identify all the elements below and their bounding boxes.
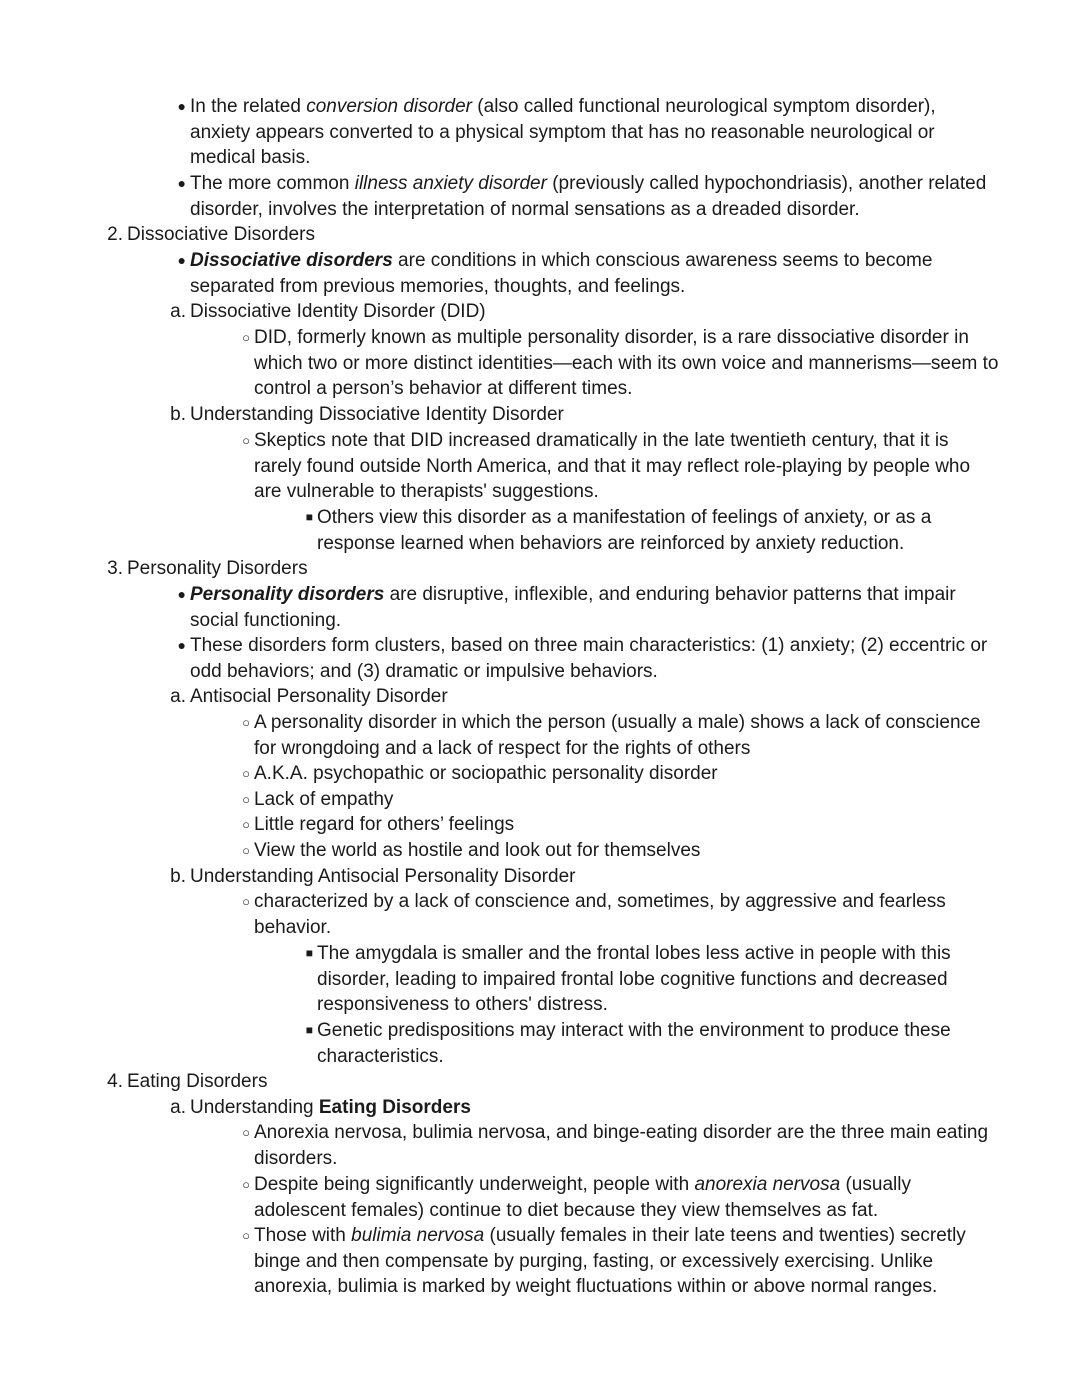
- text-run: Antisocial Personality Disorder: [190, 686, 448, 707]
- text-run: Personality Disorders: [127, 558, 308, 579]
- text-run: social functioning.: [190, 609, 342, 631]
- text-run: for wrongdoing and a lack of respect for the rights of others: [254, 737, 751, 759]
- text-run: binge and then compensate by purging, fasting, or excessively exercising. Unlike: [254, 1250, 934, 1272]
- text-run: The amygdala is smaller and the frontal lobes less active in people with this: [317, 943, 951, 964]
- text-run: which two or more distinct identities—each with its own voice and mannerisms—seem to: [254, 352, 999, 374]
- text-run: characteristics.: [317, 1045, 444, 1067]
- text-run: Others view this disorder as a manifestation of feelings of anxiety, or as a: [317, 507, 932, 528]
- text-run: Eating Disorders: [318, 1097, 471, 1118]
- bullet-marker: ○: [242, 766, 250, 781]
- text-run: illness anxiety disorder: [354, 173, 547, 194]
- text-line: [317, 505, 931, 531]
- text-run: bulimia nervosa: [351, 1225, 485, 1246]
- text-line: [190, 274, 685, 300]
- text-run: odd behaviors; and (3) dramatic or impulsive behaviors.: [190, 660, 658, 682]
- text-line: [317, 941, 951, 967]
- bullet-marker: ■: [305, 946, 313, 960]
- text-run: separated from previous memories, thoughts, and feelings.: [190, 275, 686, 297]
- text-line: [190, 145, 310, 171]
- text-line: [254, 1223, 966, 1249]
- text-run: disorder, involves the interpretation of normal sensations as a dreaded disorder.: [190, 198, 860, 220]
- text-line: [254, 325, 969, 351]
- text-line: [254, 889, 946, 915]
- text-line: [190, 633, 987, 659]
- list-number: 3.: [107, 558, 123, 579]
- text-run: Dissociative Identity Disorder (DID): [190, 301, 486, 322]
- text-line: [190, 94, 936, 120]
- text-line: [190, 402, 564, 428]
- text-line: [254, 1172, 911, 1198]
- text-run: Dissociative disorders: [190, 250, 393, 271]
- text-run: (also called functional neurological symptom disorder),: [472, 96, 936, 117]
- text-run: anxiety appears converted to a physical symptom that has no reasonable neurological or: [190, 121, 935, 143]
- text-line: [254, 761, 718, 787]
- bullet-marker: ○: [242, 330, 250, 345]
- text-line: [190, 582, 956, 608]
- text-line: [190, 608, 341, 634]
- text-line: [127, 1069, 267, 1095]
- text-run: adolescent females) continue to diet because they view themselves as fat.: [254, 1199, 879, 1221]
- bullet-marker: ○: [242, 894, 250, 909]
- text-run: Dissociative Disorders: [127, 224, 315, 245]
- text-line: [190, 684, 448, 710]
- text-line: [127, 222, 315, 248]
- text-line: [317, 531, 904, 557]
- text-run: Skeptics note that DID increased dramatically in the late twentieth century, that it is: [254, 430, 949, 451]
- text-line: [254, 479, 599, 505]
- text-line: [254, 376, 632, 402]
- text-run: The more common: [190, 173, 355, 194]
- text-run: control a person’s behavior at different times.: [254, 378, 633, 400]
- text-line: [190, 171, 986, 197]
- text-line: [254, 1146, 337, 1172]
- text-run: Understanding Dissociative Identity Disorder: [190, 404, 564, 425]
- bullet-marker: ○: [242, 1177, 250, 1192]
- text-line: [317, 992, 608, 1018]
- text-line: [317, 967, 948, 993]
- text-run: These disorders form clusters, based on three main characteristics: (1) anxiety; (2) eccentric or: [190, 635, 988, 656]
- text-line: [254, 812, 514, 838]
- text-run: Little regard for others’ feelings: [254, 814, 515, 835]
- text-run: Anorexia nervosa, bulimia nervosa, and binge-eating disorder are the three main eating: [254, 1122, 989, 1143]
- bullet-marker: ○: [242, 843, 250, 858]
- text-run: anorexia, bulimia is marked by weight fluctuations within or above normal ranges.: [254, 1276, 938, 1298]
- text-line: [254, 1249, 933, 1275]
- text-line: [254, 351, 998, 377]
- text-line: [190, 120, 935, 146]
- text-run: response learned when behaviors are reinforced by anxiety reduction.: [317, 532, 905, 554]
- text-line: [254, 736, 750, 762]
- text-run: Eating Disorders: [127, 1071, 268, 1092]
- text-run: Understanding: [190, 1097, 319, 1118]
- bullet-marker: ●: [177, 637, 186, 653]
- text-run: In the related: [190, 96, 307, 117]
- text-run: DID, formerly known as multiple personality disorder, is a rare dissociative disorder in: [254, 327, 969, 348]
- text-line: [254, 710, 981, 736]
- list-number: a.: [170, 1097, 186, 1118]
- text-run: disorders.: [254, 1147, 338, 1169]
- text-line: [190, 197, 860, 223]
- text-line: [254, 1198, 878, 1224]
- text-line: [317, 1044, 444, 1070]
- text-run: rarely found outside North America, and that it may reflect role-playing by people who: [254, 455, 971, 477]
- list-number: a.: [170, 301, 186, 322]
- list-number: a.: [170, 686, 186, 707]
- text-run: are conditions in which conscious awareness seems to become: [392, 250, 933, 271]
- bullet-marker: ○: [242, 433, 250, 448]
- text-run: A.K.A. psychopathic or sociopathic personality disorder: [254, 763, 718, 784]
- text-run: (usually: [840, 1174, 911, 1195]
- text-run: Genetic predispositions may interact with the environment to produce these: [317, 1020, 951, 1041]
- text-run: are disruptive, inflexible, and enduring behavior patterns that impair: [384, 584, 956, 605]
- text-run: responsiveness to others' distress.: [317, 994, 608, 1016]
- bullet-marker: ○: [242, 1125, 250, 1140]
- text-run: Personality disorders: [190, 584, 385, 605]
- list-number: b.: [170, 404, 186, 425]
- text-run: View the world as hostile and look out for themselves: [254, 840, 701, 861]
- text-line: [254, 1274, 937, 1300]
- text-line: [317, 1018, 951, 1044]
- text-run: (usually females in their late teens and twenties) secretly: [484, 1225, 966, 1246]
- text-run: are vulnerable to therapists' suggestions.: [254, 481, 599, 503]
- text-run: Understanding Antisocial Personality Disorder: [190, 866, 576, 887]
- text-run: Lack of empathy: [254, 789, 394, 810]
- text-run: anorexia nervosa: [694, 1174, 841, 1195]
- bullet-marker: ■: [305, 510, 313, 524]
- text-line: [190, 864, 575, 890]
- bullet-marker: ●: [177, 98, 186, 114]
- text-run: (previously called hypochondriasis), another related: [546, 173, 987, 194]
- bullet-marker: ○: [242, 817, 250, 832]
- text-line: [254, 787, 393, 813]
- list-number: 2.: [107, 224, 123, 245]
- text-run: medical basis.: [190, 147, 311, 169]
- text-run: disorder, leading to impaired frontal lobe cognitive functions and decreased: [317, 968, 948, 990]
- text-line: [190, 659, 658, 685]
- text-line: [254, 428, 949, 454]
- text-run: Despite being significantly underweight, people with: [254, 1174, 695, 1195]
- bullet-marker: ■: [305, 1023, 313, 1037]
- text-line: [190, 1095, 471, 1121]
- list-number: 4.: [107, 1071, 123, 1092]
- text-line: [190, 299, 486, 325]
- bullet-marker: ○: [242, 715, 250, 730]
- text-line: [254, 838, 700, 864]
- bullet-marker: ○: [242, 792, 250, 807]
- text-run: Those with: [254, 1225, 352, 1246]
- text-run: characterized by a lack of conscience and, sometimes, by aggressive and fearless: [254, 891, 946, 912]
- text-run: A personality disorder in which the person (usually a male) shows a lack of conscience: [254, 712, 981, 733]
- text-line: [254, 915, 331, 941]
- text-line: [254, 1120, 988, 1146]
- text-line: [190, 248, 932, 274]
- text-run: conversion disorder: [306, 96, 473, 117]
- bullet-marker: ●: [177, 252, 186, 268]
- bullet-marker: ○: [242, 1228, 250, 1243]
- text-run: behavior.: [254, 916, 332, 938]
- text-line: [254, 454, 970, 480]
- bullet-marker: ●: [177, 586, 186, 602]
- list-number: b.: [170, 866, 186, 887]
- bullet-marker: ●: [177, 175, 186, 191]
- text-line: [127, 556, 308, 582]
